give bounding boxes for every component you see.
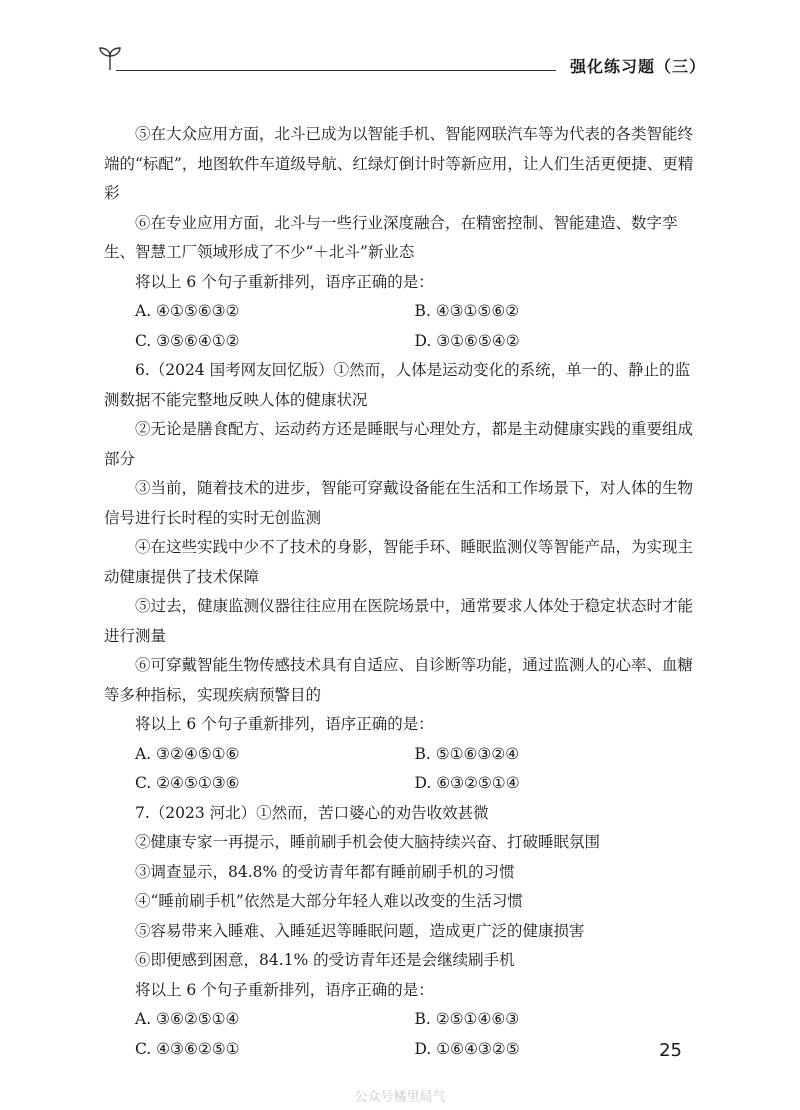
paragraph: ③当前，随着技术的进步，智能可穿戴设备能在生活和工作场景下，对人体的生物信号进行长时程的实时无创监测 (104, 479, 694, 527)
paragraph: ⑤过去，健康监测仪器往往应用在医院场景中，通常要求人体处于稳定状态时才能进行测量 (104, 597, 694, 645)
paragraph: ⑤在大众应用方面，北斗已成为以智能手机、智能网联汽车等为代表的各类智能终端的“标配”，地图软件车道级导航、红绿灯倒计时等新应用，让人们生活更便捷、更精彩 (104, 125, 694, 202)
paragraph: ④在这些实践中少不了技术的身影，智能手环、睡眠监测仪等智能产品，为实现主动健康提供了技术保障 (104, 538, 694, 586)
answer-option: C. ②④⑤①③⑥ (135, 774, 240, 792)
answer-option: D. ①⑥④③②⑤ (414, 1039, 520, 1058)
options-row (104, 1035, 694, 1065)
paragraph: ⑥可穿戴智能生物传感技术具有自适应、自诊断等功能，通过监测人的心率、血糖等多种指标，实现疾病预警目的 (104, 656, 694, 704)
paragraph: ⑤容易带来入睡难、入睡延迟等睡眠问题，造成更广泛的健康损害 (135, 921, 585, 940)
options-row (104, 297, 694, 327)
sprout-icon (96, 44, 124, 72)
paragraph: 7.（2023 河北）①然而，苦口婆心的劝告收效甚微 (135, 803, 489, 822)
options-row (104, 1005, 694, 1035)
paragraph: ⑥即便感到困意，84.1% 的受访青年还是会继续刷手机 (135, 951, 515, 969)
paragraph: ②无论是膳食配方、运动药方还是睡眠与心理处方，都是主动健康实践的重要组成部分 (104, 420, 694, 468)
answer-option: D. ③①⑥⑤④② (414, 331, 520, 350)
paragraph: 6.（2024 国考网友回忆版）①然而，人体是运动变化的系统，单一的、静止的监测数据不能完整地反映人体的健康状况 (104, 361, 691, 409)
paragraph: ③调查显示，84.8% 的受访青年都有睡前刷手机的习惯 (135, 862, 515, 881)
page-number: 25 (659, 1040, 682, 1061)
answer-option: C. ③⑤⑥④①② (135, 331, 240, 350)
watermark: 公众号橘里局气 (354, 1090, 446, 1105)
answer-option: B. ②⑤①④⑥③ (414, 1010, 520, 1028)
options-row (104, 769, 694, 799)
header-title: 强化练习题（三） (569, 57, 706, 76)
answer-option: A. ④①⑤⑥③② (135, 302, 240, 320)
options-row (104, 740, 694, 770)
answer-option: B. ⑤①⑥③②④ (414, 744, 520, 763)
answer-option: C. ④③⑥②⑤① (135, 1039, 240, 1058)
answer-option: D. ⑥③②⑤①④ (414, 774, 520, 792)
page-content (104, 120, 694, 1064)
paragraph: 将以上 6 个句子重新排列，语序正确的是： (135, 715, 434, 733)
paragraph: ②健康专家一再提示，睡前刷手机会使大脑持续兴奋、打破睡眠氛围 (135, 833, 601, 851)
answer-option: A. ③⑥②⑤①④ (135, 1010, 240, 1028)
header-rule (116, 70, 556, 71)
paragraph: ⑥在专业应用方面，北斗与一些行业深度融合，在精密控制、智能建造、数字孪生、智慧工厂领域形成了不少“＋北斗”新业态 (104, 213, 678, 261)
page-header (96, 38, 706, 78)
paragraph: 将以上 6 个句子重新排列，语序正确的是： (135, 272, 434, 291)
answer-option: A. ③②④⑤①⑥ (135, 744, 240, 763)
paragraph: 将以上 6 个句子重新排列，语序正确的是： (135, 980, 434, 999)
answer-option: B. ④③①⑤⑥② (414, 302, 520, 320)
paragraph: ④“睡前刷手机”依然是大部分年轻人难以改变的生活习惯 (135, 892, 523, 910)
options-row (104, 327, 694, 357)
